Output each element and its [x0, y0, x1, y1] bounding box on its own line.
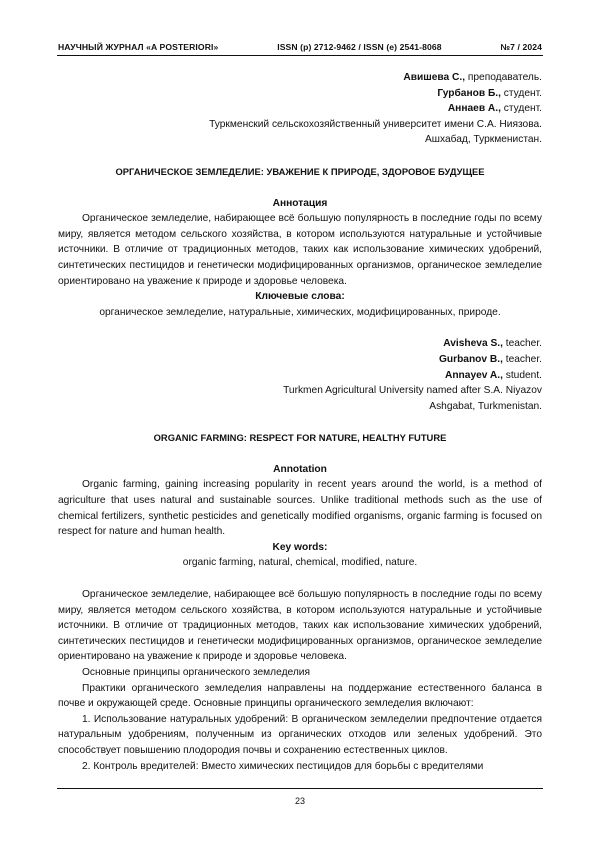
author-en-2: [58, 352, 542, 368]
main-paragraph-2: Практики органического земледелия направлены на поддержание естественного баланса в почве и окружающей среде. Основные принципы органического земледелия включают:: [58, 682, 542, 710]
author-role: teacher.: [502, 338, 542, 350]
journal-name: НАУЧНЫЙ ЖУРНАЛ «A POSTERIORI»: [58, 42, 219, 52]
keywords-heading-ru: Ключевые слова:: [255, 291, 345, 303]
affiliation-en: Turkmen Agricultural University named after S.A. Niyazov: [283, 385, 542, 397]
author-name: Avisheva S.,: [443, 338, 503, 350]
author-name: Авишева С.,: [403, 72, 466, 83]
author-role: teacher.: [502, 353, 542, 365]
abstract-text-ru: Органическое земледелие, набирающее всё большую популярность в последние годы по всему миру, является методом сельского хозяйства, в котором используются натуральные и устойчивые источники. В отличие от традиционных методов, таких как использование химических удобрений, синтетических пестицидов и генетически модифицированных организмов, органическое земледелие ориентировано на уважение к природе и здоровье человека.: [58, 213, 542, 287]
author-name: Annayev A.,: [444, 369, 503, 381]
author-ru-1: [58, 70, 542, 86]
author-role: student.: [502, 369, 542, 381]
running-header: [58, 40, 542, 56]
city-ru: Ашхабад, Туркменистан.: [425, 134, 542, 146]
abstract-heading-en: Annotation: [273, 463, 327, 475]
keywords-text-ru: органическое земледелие, натуральные, химических, модифицированных, природе.: [99, 306, 501, 318]
affiliation-ru: Туркменский сельскохозяйственный университет имени С.А. Ниязова.: [209, 118, 542, 130]
author-role: преподаватель.: [465, 72, 542, 83]
author-role: студент.: [500, 87, 542, 99]
author-name: Gurbanov B.,: [438, 353, 503, 365]
abstract-heading-ru: Аннотация: [272, 197, 328, 209]
main-paragraph-1: Органическое земледелие, набирающее всё большую популярность в последние годы по всему миру, является методом сельского хозяйства, в котором используются натуральные и устойчивые источники. В отличие от традиционных методов, таких как использование химических удобрений, синтетических пестицидов и генетически модифицированных организмов, органическое земледелие ориентировано на уважение к природе и здоровье человека.: [58, 589, 542, 663]
author-name: Гурбанов Б.,: [437, 87, 501, 99]
issue-number: №7 / 2024: [500, 42, 542, 52]
author-ru-3: [58, 101, 542, 117]
page-number: 23: [294, 796, 305, 806]
author-en-3: [58, 368, 542, 384]
city-en: Ashgabat, Turkmenistan.: [429, 400, 542, 412]
issn-info: ISSN (p) 2712-9462 / ISSN (e) 2541-8068: [277, 42, 442, 52]
author-name: Аннаев А.,: [447, 103, 501, 115]
section-heading-principles: Основные принципы органического земледелия: [82, 667, 310, 678]
list-item-2: 2. Контроль вредителей: Вместо химических пестицидов для борьбы с вредителями: [82, 760, 484, 772]
author-role: студент.: [500, 103, 542, 115]
abstract-text-en: Organic farming, gaining increasing popularity in recent years around the world, is a method of agriculture that uses natural and sustainable sources. Unlike traditional methods such as the use of chemical fertilizers, synthetic pesticides and genetically modified organisms, organic farming is focused on respect for nature and human health.: [58, 479, 542, 538]
keywords-heading-en: Key words:: [272, 541, 328, 553]
keywords-text-en: organic farming, natural, chemical, modified, nature.: [182, 557, 418, 569]
header-rule: [57, 55, 543, 56]
article-body: [58, 70, 542, 774]
author-ru-2: [58, 86, 542, 102]
title-ru: ОРГАНИЧЕСКОЕ ЗЕМЛЕДЕЛИЕ: УВАЖЕНИЕ К ПРИРОДЕ, ЗДОРОВОЕ БУДУЩЕЕ: [115, 165, 485, 177]
list-item-1: 1. Использование натуральных удобрений: В органическом земледелии предпочтение отдается натуральным удобрениям, полученным из органических отходов или зеленых удобрений. Это способствует повышению плодородия почвы и сохранению естественных циклов.: [58, 713, 542, 756]
title-en: ORGANIC FARMING: RESPECT FOR NATURE, HEALTHY FUTURE: [153, 432, 447, 444]
footer-rule: [57, 788, 543, 789]
author-en-1: [58, 336, 542, 352]
